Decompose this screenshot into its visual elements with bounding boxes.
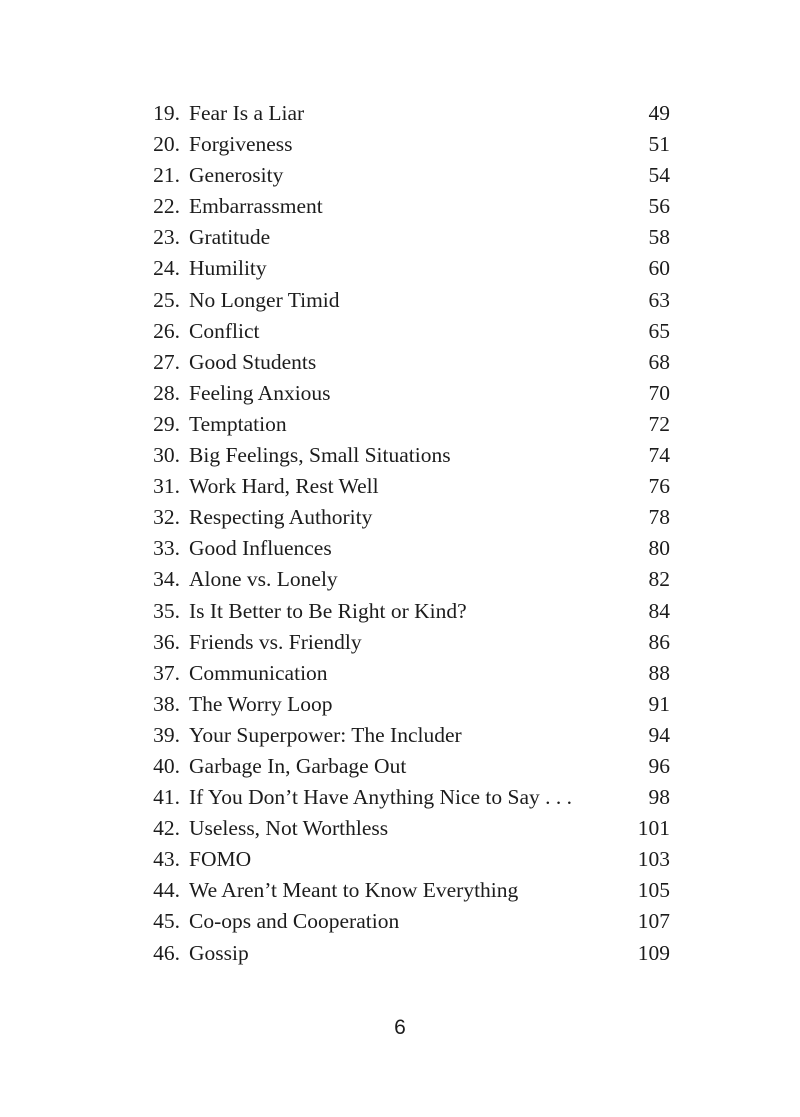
toc-entry <box>0 253 800 284</box>
toc-entry-number: 41. <box>153 785 180 810</box>
toc-entry <box>0 906 800 937</box>
toc-entry-title: Gratitude <box>189 225 271 250</box>
toc-entry-number: 40. <box>153 753 180 778</box>
toc-entry-page: 76 <box>648 474 670 499</box>
toc-entry-title: Embarrassment <box>189 194 323 219</box>
toc-entry-number: 30. <box>153 443 180 468</box>
page-number: 6 <box>394 1016 406 1039</box>
toc-entry-title: Conflict <box>189 318 260 343</box>
toc-entry-number: 38. <box>153 691 180 716</box>
toc-entry <box>0 813 800 844</box>
toc-entry-page: 49 <box>648 101 670 125</box>
toc-entry-title: The Worry Loop <box>189 691 333 716</box>
toc-entry-page: 54 <box>648 163 670 188</box>
toc-entry-title: If You Don’t Have Anything Nice to Say . . . <box>189 785 573 810</box>
toc-entry-number: 43. <box>153 847 180 872</box>
toc-entry-page: 68 <box>648 349 670 374</box>
toc-entry <box>0 658 800 689</box>
toc-entry-page: 56 <box>648 194 670 219</box>
toc-entry <box>0 627 800 658</box>
toc-entry-number: 28. <box>153 380 180 405</box>
toc-entry-number: 25. <box>153 287 180 312</box>
toc-entry-title: Gossip <box>189 940 249 965</box>
toc-entry-page: 88 <box>648 660 670 685</box>
toc-entry-title: Feeling Anxious <box>189 380 331 405</box>
toc-entry <box>0 160 800 191</box>
toc-entry-number: 45. <box>153 909 180 934</box>
toc-entry-number: 44. <box>153 878 180 903</box>
toc-entry <box>0 596 800 627</box>
toc-entry-number: 20. <box>153 132 180 157</box>
toc-entry <box>0 129 800 160</box>
toc-entry-page: 101 <box>637 816 670 841</box>
toc-entry <box>0 285 800 316</box>
toc-entry <box>0 564 800 595</box>
toc-entry-number: 34. <box>153 567 180 592</box>
toc-entry-page: 74 <box>648 443 670 468</box>
toc-entry-page: 84 <box>648 598 670 623</box>
toc-entry <box>0 533 800 564</box>
toc-entry-title: Respecting Authority <box>189 505 373 530</box>
toc-entry <box>0 875 800 906</box>
toc-entry-page: 72 <box>648 411 670 436</box>
toc-entry <box>0 440 800 471</box>
toc-entry-page: 51 <box>648 132 670 157</box>
toc-entry-number: 36. <box>153 629 180 654</box>
toc-entry-page: 107 <box>637 909 670 934</box>
toc-entry-number: 29. <box>153 411 180 436</box>
toc-entry <box>0 938 800 969</box>
toc-entry-number: 35. <box>153 598 180 623</box>
toc-entry-page: 109 <box>637 940 670 965</box>
toc-entry-title: Good Influences <box>189 536 332 561</box>
toc-entry-page: 98 <box>648 785 670 810</box>
toc-entry <box>0 191 800 222</box>
toc-entry-number: 37. <box>153 660 180 685</box>
toc-entry-number: 22. <box>153 194 180 219</box>
toc-entry-page: 86 <box>648 629 670 654</box>
toc-entry-page: 96 <box>648 753 670 778</box>
toc-entry-number: 26. <box>153 318 180 343</box>
toc-entry <box>0 782 800 813</box>
toc-entry-title: Useless, Not Worthless <box>189 816 389 841</box>
toc-entry-number: 42. <box>153 816 180 841</box>
toc-entry <box>0 471 800 502</box>
toc-entry-title: Temptation <box>189 411 287 436</box>
toc-entry-title: Big Feelings, Small Situations <box>189 443 451 468</box>
toc-entry-number: 32. <box>153 505 180 530</box>
toc-entry <box>0 378 800 409</box>
toc-entry-title: Friends vs. Friendly <box>189 629 362 654</box>
toc-entry <box>0 689 800 720</box>
toc-entry-page: 103 <box>637 847 670 872</box>
toc-entry <box>0 347 800 378</box>
toc-entry-title: Co-ops and Cooperation <box>189 909 400 934</box>
toc-entry-number: 39. <box>153 722 180 747</box>
toc-entry-title: Good Students <box>189 349 317 374</box>
toc-entry-title: Humility <box>189 256 267 281</box>
toc-entry <box>0 316 800 347</box>
toc-entry-number: 24. <box>153 256 180 281</box>
toc-entry-title: We Aren’t Meant to Know Everything <box>189 878 519 903</box>
toc-entry-title: FOMO <box>189 847 252 872</box>
toc-entry-page: 78 <box>648 505 670 530</box>
toc-entry-title: Fear Is a Liar <box>189 101 305 125</box>
toc-entry-page: 65 <box>648 318 670 343</box>
toc-entry-number: 21. <box>153 163 180 188</box>
toc-entry-title: Generosity <box>189 163 284 188</box>
toc-entry-number: 27. <box>153 349 180 374</box>
toc-entry <box>0 98 800 129</box>
toc-entry <box>0 222 800 253</box>
toc-entry <box>0 720 800 751</box>
toc-entry-title: Forgiveness <box>189 132 293 157</box>
toc-entry-page: 94 <box>648 722 670 747</box>
toc-entry-title: Communication <box>189 660 328 685</box>
toc-entry-number: 23. <box>153 225 180 250</box>
toc-entry-number: 46. <box>153 940 180 965</box>
toc-entry-page: 60 <box>648 256 670 281</box>
toc-entry <box>0 409 800 440</box>
toc-entry-title: Your Superpower: The Includer <box>189 722 462 747</box>
toc-entry-page: 82 <box>648 567 670 592</box>
toc-entry-page: 70 <box>648 380 670 405</box>
toc-entry-title: No Longer Timid <box>189 287 340 312</box>
toc-entry-title: Garbage In, Garbage Out <box>189 753 407 778</box>
toc-entry-number: 19. <box>153 101 180 125</box>
toc-entry-page: 80 <box>648 536 670 561</box>
toc-entry-number: 33. <box>153 536 180 561</box>
toc-entry <box>0 502 800 533</box>
toc-entry-title: Is It Better to Be Right or Kind? <box>189 598 467 623</box>
toc-entry-page: 63 <box>648 287 670 312</box>
toc-entry-page: 105 <box>637 878 670 903</box>
toc-entry-number: 31. <box>153 474 180 499</box>
toc-entry <box>0 844 800 875</box>
table-of-contents <box>0 98 800 969</box>
toc-entry-title: Alone vs. Lonely <box>189 567 338 592</box>
toc-entry-title: Work Hard, Rest Well <box>189 474 379 499</box>
toc-entry <box>0 751 800 782</box>
toc-entry-page: 58 <box>648 225 670 250</box>
toc-entry-page: 91 <box>648 691 670 716</box>
